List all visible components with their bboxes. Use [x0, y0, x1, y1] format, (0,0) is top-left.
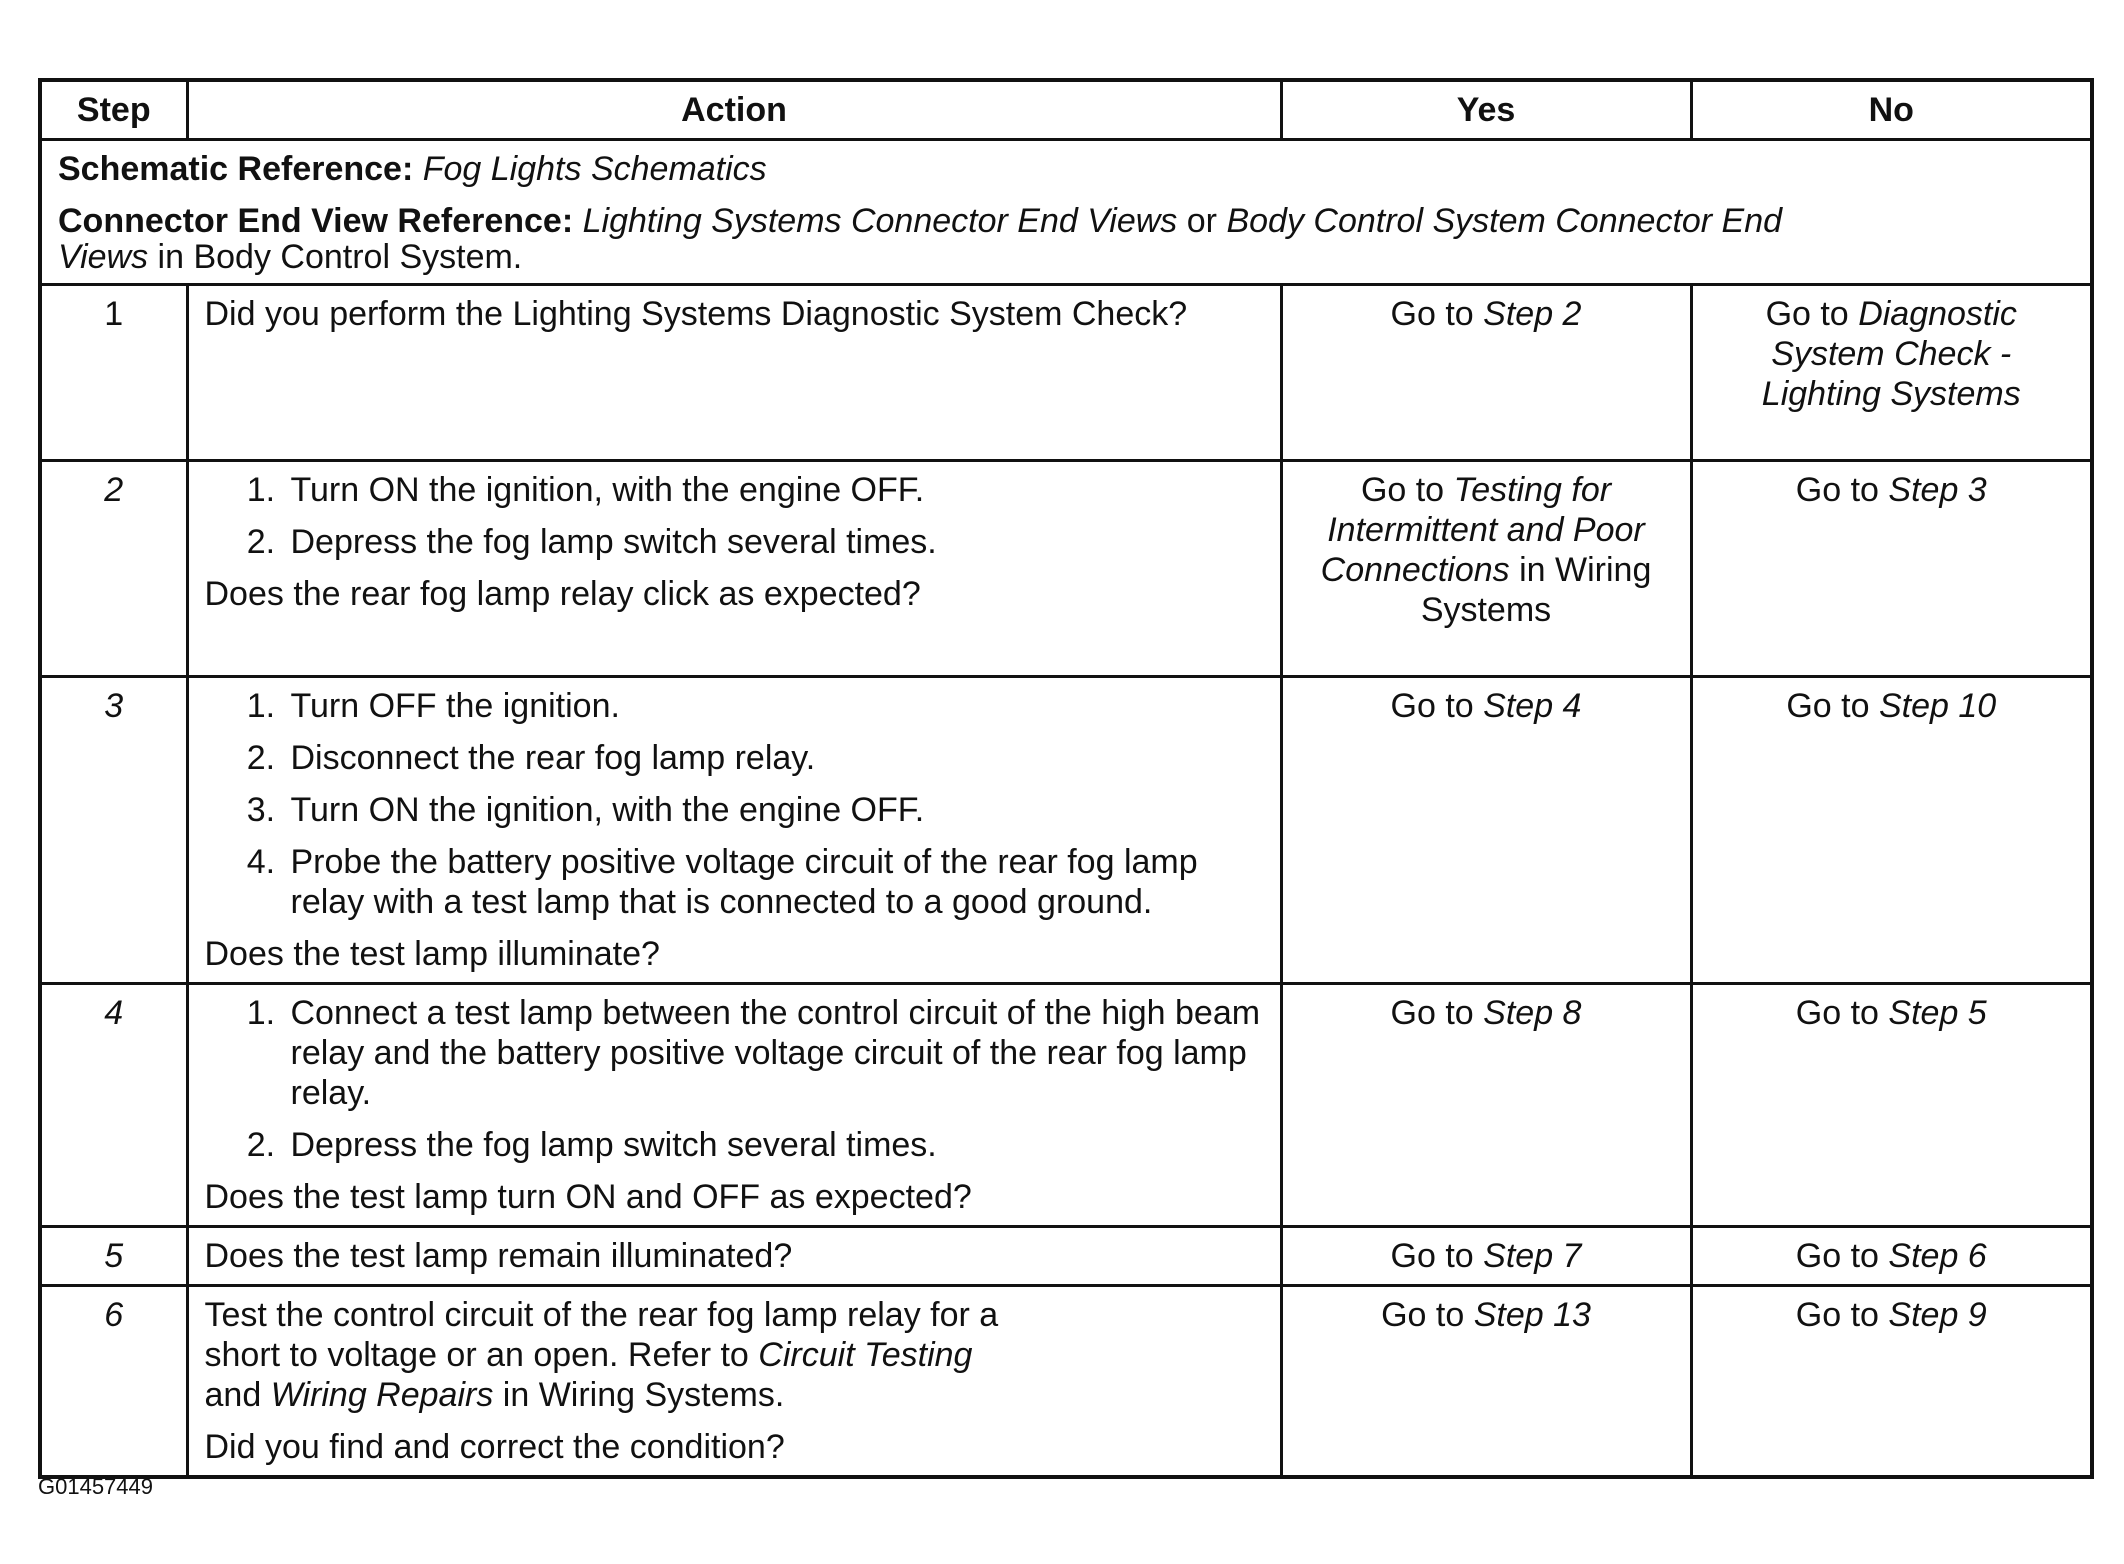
no-link[interactable]: Step 6: [1888, 1237, 1987, 1275]
header-no: No: [1691, 80, 2092, 140]
action-item: 1. Connect a test lamp between the control circuit of the high beam relay and the battery positive voltage circuit of the rear fog lamp relay.: [285, 993, 1264, 1113]
no-prefix: Go to: [1795, 471, 1879, 509]
yes-link[interactable]: Step 13: [1473, 1296, 1591, 1334]
yes-cell: [1281, 1286, 1691, 1478]
step-row-3: [40, 677, 2092, 984]
yes-prefix: Go to: [1390, 1237, 1474, 1275]
no-link[interactable]: Diagnostic System Check - Lighting Systems: [1761, 295, 2021, 413]
action-item: 2. Depress the fog lamp switch several times.: [285, 522, 1264, 562]
yes-link[interactable]: Testing for Intermittent and Poor Connections: [1320, 471, 1645, 589]
no-link[interactable]: Step 3: [1888, 471, 1987, 509]
no-cell: [1691, 461, 2092, 677]
action-cell: [187, 1227, 1281, 1286]
yes-cell: [1281, 285, 1691, 461]
no-prefix: Go to: [1786, 687, 1870, 725]
action-cell: [187, 984, 1281, 1227]
circuit-testing-link[interactable]: Circuit Testing: [758, 1336, 973, 1374]
no-prefix: Go to: [1795, 1237, 1879, 1275]
action-item: 4. Probe the battery positive voltage circuit of the rear fog lamp relay with a test lamp that is connected to a good ground.: [285, 842, 1264, 922]
connector-suffix: in Body Control System.: [157, 238, 523, 276]
header-action: Action: [187, 80, 1281, 140]
figure-id: G01457449: [38, 1474, 153, 1499]
action-question: Does the test lamp turn ON and OFF as expected?: [204, 1178, 972, 1216]
action-cell: [187, 677, 1281, 984]
header-yes: Yes: [1281, 80, 1691, 140]
no-cell: [1691, 1286, 2092, 1478]
no-link[interactable]: Step 5: [1888, 994, 1987, 1032]
yes-cell: [1281, 984, 1691, 1227]
schematic-link[interactable]: Fog Lights Schematics: [422, 150, 767, 188]
yes-suffix: in Wiring Systems: [1420, 551, 1652, 629]
header-step: Step: [40, 80, 187, 140]
step-row-6: [40, 1286, 2092, 1478]
step-row-5: [40, 1227, 2092, 1286]
action-question: Did you perform the Lighting Systems Diagnostic System Check?: [204, 295, 1188, 333]
header-row: [40, 80, 2092, 140]
yes-link[interactable]: Step 2: [1483, 295, 1582, 333]
yes-prefix: Go to: [1390, 687, 1474, 725]
no-prefix: Go to: [1795, 994, 1879, 1032]
yes-link[interactable]: Step 4: [1483, 687, 1582, 725]
yes-prefix: Go to: [1390, 994, 1474, 1032]
action-list: [205, 993, 1264, 1165]
connector-or: or: [1186, 202, 1217, 240]
step-number: 5: [40, 1227, 187, 1286]
action-item: 3. Turn ON the ignition, with the engine OFF.: [285, 790, 1264, 830]
action-list: [205, 686, 1264, 922]
action-cell: [187, 285, 1281, 461]
action-instruction: [205, 1295, 1264, 1415]
no-link[interactable]: Step 10: [1878, 687, 1997, 725]
step-row-2: [40, 461, 2092, 677]
action-question: Does the test lamp illuminate?: [204, 935, 660, 973]
diagnostic-table: [38, 78, 2094, 1479]
action-cell: [187, 461, 1281, 677]
action-question: Did you find and correct the condition?: [204, 1428, 785, 1466]
step-number: 6: [40, 1286, 187, 1478]
yes-link[interactable]: Step 7: [1483, 1237, 1582, 1275]
action-question: Does the test lamp remain illuminated?: [204, 1237, 793, 1275]
action-item: 1. Turn OFF the ignition.: [285, 686, 1264, 726]
action-cell: [187, 1286, 1281, 1478]
step-number: 2: [40, 461, 187, 677]
action-list: [205, 470, 1264, 562]
yes-prefix: Go to: [1390, 295, 1474, 333]
no-prefix: Go to: [1795, 1296, 1879, 1334]
instruction-text: Test the control circuit of the rear fog lamp relay for a short to voltage or an open. Refer to: [204, 1296, 999, 1374]
action-question: Does the rear fog lamp relay click as expected?: [204, 575, 921, 613]
action-item: 1. Turn ON the ignition, with the engine OFF.: [285, 470, 1264, 510]
wiring-repairs-link[interactable]: Wiring Repairs: [270, 1376, 494, 1414]
connector-reference: [58, 203, 2074, 275]
yes-link[interactable]: Step 8: [1483, 994, 1582, 1032]
connector-label: Connector End View Reference:: [58, 202, 574, 240]
schematic-label: Schematic Reference:: [58, 150, 414, 188]
step-row-4: [40, 984, 2092, 1227]
reference-row: [40, 140, 2092, 285]
step-number: 3: [40, 677, 187, 984]
action-item: 2. Depress the fog lamp switch several times.: [285, 1125, 1264, 1165]
no-link[interactable]: Step 9: [1888, 1296, 1987, 1334]
no-prefix: Go to: [1765, 295, 1849, 333]
reference-cell: [40, 140, 2092, 285]
no-cell: [1691, 984, 2092, 1227]
yes-cell: [1281, 461, 1691, 677]
step-row-1: [40, 285, 2092, 461]
no-cell: [1691, 677, 2092, 984]
yes-prefix: Go to: [1360, 471, 1445, 509]
yes-cell: [1281, 1227, 1691, 1286]
connector-link-body[interactable]: Body Control System Connector End Views: [58, 202, 1783, 276]
yes-prefix: Go to: [1381, 1296, 1465, 1334]
instruction-and: and: [204, 1376, 262, 1414]
no-cell: [1691, 1227, 2092, 1286]
step-number: 4: [40, 984, 187, 1227]
yes-cell: [1281, 677, 1691, 984]
action-item: 2. Disconnect the rear fog lamp relay.: [285, 738, 1264, 778]
schematic-reference: [58, 149, 2074, 189]
connector-link-lighting[interactable]: Lighting Systems Connector End Views: [582, 202, 1178, 240]
no-cell: [1691, 285, 2092, 461]
step-number: 1: [40, 285, 187, 461]
instruction-suffix: in Wiring Systems.: [502, 1376, 785, 1414]
